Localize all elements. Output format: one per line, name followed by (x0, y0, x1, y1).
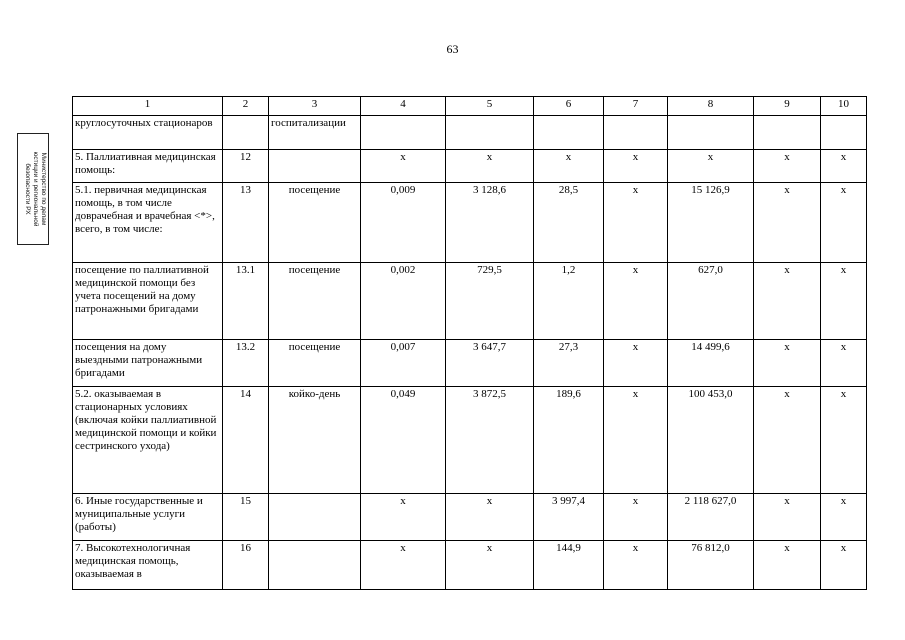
table-cell: х (446, 541, 534, 590)
table-cell: х (754, 494, 821, 541)
page-number: 63 (446, 42, 459, 56)
table-cell: х (446, 494, 534, 541)
table-cell: 7. Высокотехнологичная медицинская помощь, оказываемая в (73, 541, 223, 590)
table-cell: х (754, 340, 821, 387)
table-cell: х (754, 387, 821, 494)
table-cell: госпитализации (269, 116, 361, 150)
table-cell: х (754, 183, 821, 263)
table-cell: х (821, 340, 867, 387)
table-cell: х (821, 183, 867, 263)
table-cell (269, 541, 361, 590)
table-cell: 14 499,6 (668, 340, 754, 387)
services-table (72, 96, 867, 590)
column-header: 4 (361, 97, 446, 116)
table-cell: 6. Иные государственные и муниципальные услуги (работы) (73, 494, 223, 541)
column-header: 5 (446, 97, 534, 116)
table-row (73, 116, 867, 150)
table-cell: 13.1 (223, 263, 269, 340)
table-cell: х (361, 494, 446, 541)
table-cell (604, 116, 668, 150)
table-cell: х (821, 494, 867, 541)
table-cell: х (821, 263, 867, 340)
column-header: 10 (821, 97, 867, 116)
table-cell: х (754, 150, 821, 183)
table-cell: 13 (223, 183, 269, 263)
table-cell: х (821, 541, 867, 590)
table-cell (269, 494, 361, 541)
table-cell: 3 128,6 (446, 183, 534, 263)
table-row (73, 494, 867, 541)
column-header: 3 (269, 97, 361, 116)
stamp-line: юстиции и региональной (32, 151, 39, 227)
table-row (73, 387, 867, 494)
table-cell (269, 150, 361, 183)
table-cell: х (361, 541, 446, 590)
table-cell: 189,6 (534, 387, 604, 494)
stamp-line: Министерство по делам (40, 152, 47, 226)
table-cell: 15 (223, 494, 269, 541)
table-cell: 15 126,9 (668, 183, 754, 263)
column-header: 8 (668, 97, 754, 116)
table-cell: х (446, 150, 534, 183)
column-header: 7 (604, 97, 668, 116)
stamp-line: безопасности РХ (24, 163, 31, 215)
table-cell: 5.1. первичная медицинская помощь, в том числе доврачебная и врачебная <*>, всего, в том числе: (73, 183, 223, 263)
table-cell: 5. Паллиативная медицинская помощь: (73, 150, 223, 183)
table-cell: х (534, 150, 604, 183)
table-cell (821, 116, 867, 150)
table-cell: х (604, 494, 668, 541)
table-cell (361, 116, 446, 150)
table-cell: х (604, 541, 668, 590)
column-header: 1 (73, 97, 223, 116)
table-row (73, 340, 867, 387)
table-cell: 3 872,5 (446, 387, 534, 494)
table-row (73, 541, 867, 590)
table-cell: х (754, 541, 821, 590)
column-header: 6 (534, 97, 604, 116)
table-cell: 0,007 (361, 340, 446, 387)
table-cell: 627,0 (668, 263, 754, 340)
column-header: 2 (223, 97, 269, 116)
table-cell (534, 116, 604, 150)
table-cell: 2 118 627,0 (668, 494, 754, 541)
table-cell: 3 997,4 (534, 494, 604, 541)
table-cell: х (604, 183, 668, 263)
table-cell (668, 116, 754, 150)
table-cell: 100 453,0 (668, 387, 754, 494)
table-cell: 0,009 (361, 183, 446, 263)
table-cell: 16 (223, 541, 269, 590)
table-cell: 5.2. оказываемая в стационарных условиях (включая койки паллиативной медицинской помощи и койки сестринского ухода) (73, 387, 223, 494)
table-cell (223, 116, 269, 150)
table-cell: 3 647,7 (446, 340, 534, 387)
table-cell: х (821, 150, 867, 183)
table-cell (446, 116, 534, 150)
table-cell: 13.2 (223, 340, 269, 387)
table-cell: х (668, 150, 754, 183)
table-cell: 0,049 (361, 387, 446, 494)
table-cell: круглосуточных стационаров (73, 116, 223, 150)
table-cell: х (821, 387, 867, 494)
table-cell: 12 (223, 150, 269, 183)
table-cell: х (361, 150, 446, 183)
table-cell: х (604, 387, 668, 494)
table-cell: х (604, 263, 668, 340)
table-cell: х (604, 340, 668, 387)
table-cell: х (604, 150, 668, 183)
table-cell: 27,3 (534, 340, 604, 387)
table-cell: койко-день (269, 387, 361, 494)
table-cell (754, 116, 821, 150)
table-cell: 14 (223, 387, 269, 494)
table-row (73, 183, 867, 263)
table-cell: посещение (269, 340, 361, 387)
stamp-text (19, 135, 47, 243)
table-cell: 28,5 (534, 183, 604, 263)
table-cell: посещение (269, 183, 361, 263)
table-cell: посещения на дому выездными патронажными бригадами (73, 340, 223, 387)
table-cell: 1,2 (534, 263, 604, 340)
table-cell: 729,5 (446, 263, 534, 340)
table-cell: 0,002 (361, 263, 446, 340)
table-cell: посещение по паллиативной медицинской помощи без учета посещений на дому патронажными бригадами (73, 263, 223, 340)
header-row (73, 97, 867, 116)
table-cell: 76 812,0 (668, 541, 754, 590)
table-cell: х (754, 263, 821, 340)
ministry-stamp (17, 133, 49, 245)
table-row (73, 150, 867, 183)
table-cell: посещение (269, 263, 361, 340)
table-row (73, 263, 867, 340)
column-header: 9 (754, 97, 821, 116)
table-cell: 144,9 (534, 541, 604, 590)
